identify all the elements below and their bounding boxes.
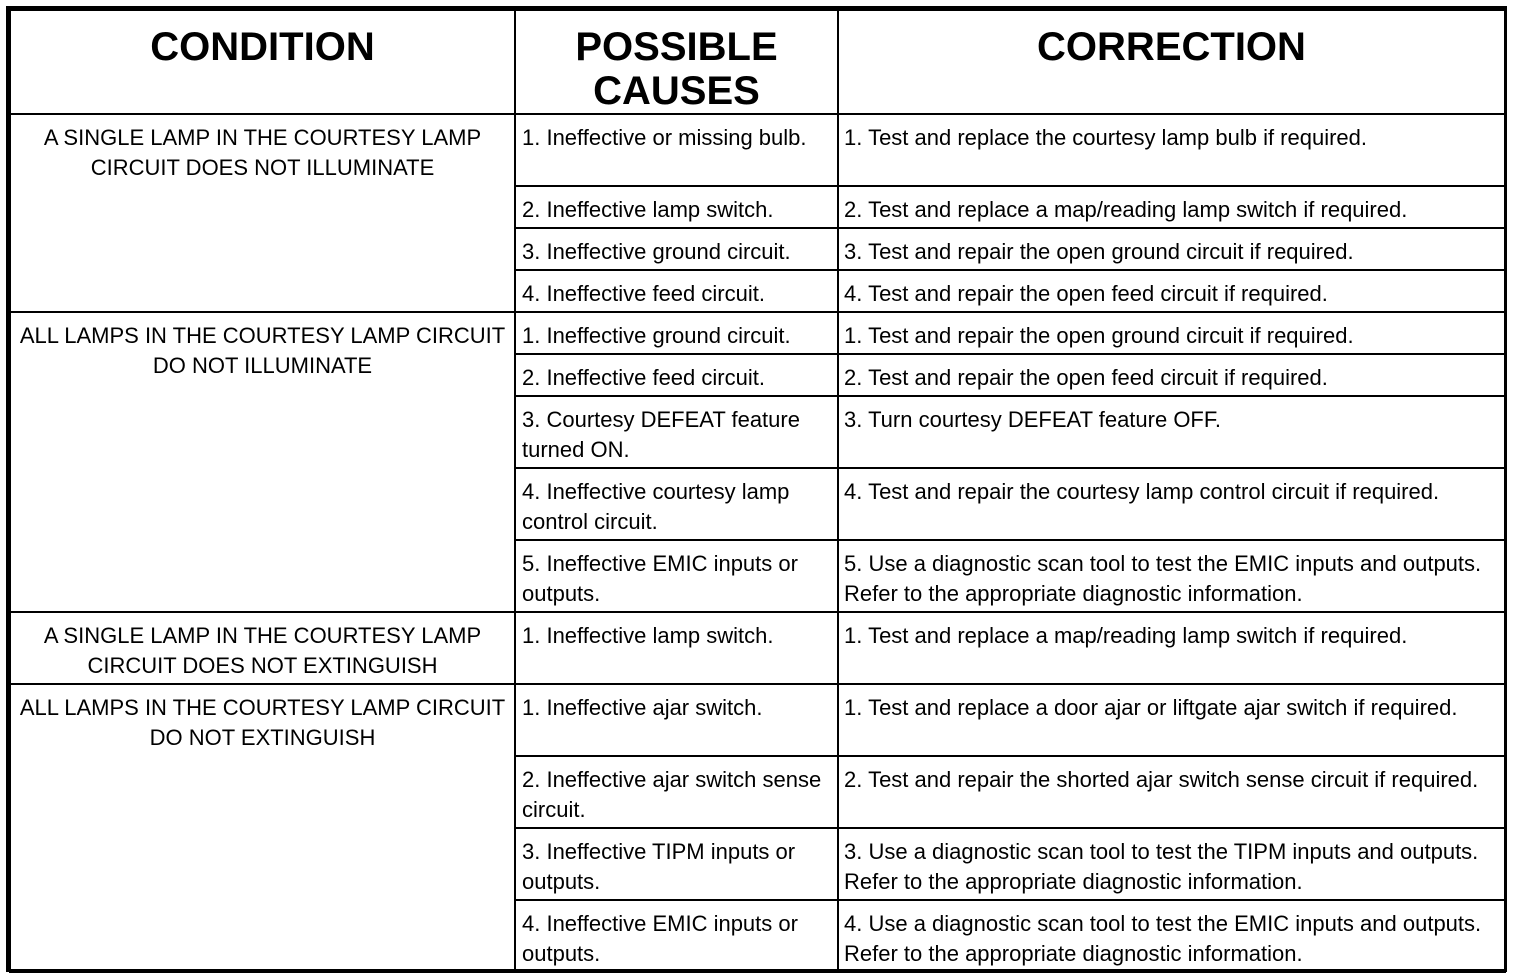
table-row bbox=[10, 612, 1505, 684]
correction-cell: 2. Test and repair the shorted ajar switch sense circuit if required. bbox=[838, 756, 1505, 828]
correction-cell: 1. Test and replace the courtesy lamp bulb if required. bbox=[838, 114, 1505, 186]
correction-cell: 3. Turn courtesy DEFEAT feature OFF. bbox=[838, 396, 1505, 468]
correction-cell: 3. Use a diagnostic scan tool to test the TIPM inputs and outputs. Refer to the appropriate diagnostic information. bbox=[838, 828, 1505, 900]
condition-cell: A SINGLE LAMP IN THE COURTESY LAMP CIRCUIT DOES NOT ILLUMINATE bbox=[10, 114, 515, 312]
cause-cell: 1. Ineffective or missing bulb. bbox=[515, 114, 838, 186]
cause-cell: 3. Ineffective TIPM inputs or outputs. bbox=[515, 828, 838, 900]
table-row bbox=[10, 312, 1505, 354]
table-row bbox=[10, 114, 1505, 186]
cause-cell: 5. Ineffective EMIC inputs or outputs. bbox=[515, 540, 838, 612]
correction-cell: 5. Use a diagnostic scan tool to test the EMIC inputs and outputs. Refer to the appropriate diagnostic information. bbox=[838, 540, 1505, 612]
cause-cell: 2. Ineffective feed circuit. bbox=[515, 354, 838, 396]
correction-cell: 1. Test and replace a map/reading lamp switch if required. bbox=[838, 612, 1505, 684]
cause-cell: 3. Courtesy DEFEAT feature turned ON. bbox=[515, 396, 838, 468]
correction-cell: 3. Test and repair the open ground circuit if required. bbox=[838, 228, 1505, 270]
correction-cell: 1. Test and replace a door ajar or liftgate ajar switch if required. bbox=[838, 684, 1505, 756]
cause-cell: 2. Ineffective ajar switch sense circuit. bbox=[515, 756, 838, 828]
correction-cell: 4. Use a diagnostic scan tool to test the EMIC inputs and outputs. Refer to the appropriate diagnostic information. bbox=[838, 900, 1505, 972]
cause-cell: 1. Ineffective ground circuit. bbox=[515, 312, 838, 354]
condition-cell: ALL LAMPS IN THE COURTESY LAMP CIRCUIT DO NOT ILLUMINATE bbox=[10, 312, 515, 612]
correction-cell: 4. Test and repair the courtesy lamp control circuit if required. bbox=[838, 468, 1505, 540]
correction-cell: 2. Test and repair the open feed circuit if required. bbox=[838, 354, 1505, 396]
header-possible-causes: POSSIBLE CAUSES bbox=[515, 10, 838, 114]
header-condition: CONDITION bbox=[10, 10, 515, 114]
condition-cell: A SINGLE LAMP IN THE COURTESY LAMP CIRCUIT DOES NOT EXTINGUISH bbox=[10, 612, 515, 684]
cause-cell: 2. Ineffective lamp switch. bbox=[515, 186, 838, 228]
table-row bbox=[10, 684, 1505, 756]
cause-cell: 1. Ineffective lamp switch. bbox=[515, 612, 838, 684]
cause-cell: 4. Ineffective courtesy lamp control circuit. bbox=[515, 468, 838, 540]
cause-cell: 3. Ineffective ground circuit. bbox=[515, 228, 838, 270]
diagnosis-table bbox=[9, 9, 1506, 973]
correction-cell: 1. Test and repair the open ground circuit if required. bbox=[838, 312, 1505, 354]
cause-cell: 4. Ineffective EMIC inputs or outputs. bbox=[515, 900, 838, 972]
header-row bbox=[10, 10, 1505, 114]
cause-cell: 4. Ineffective feed circuit. bbox=[515, 270, 838, 312]
diagnosis-table-frame bbox=[6, 6, 1507, 972]
correction-cell: 4. Test and repair the open feed circuit if required. bbox=[838, 270, 1505, 312]
condition-cell: ALL LAMPS IN THE COURTESY LAMP CIRCUIT DO NOT EXTINGUISH bbox=[10, 684, 515, 972]
cause-cell: 1. Ineffective ajar switch. bbox=[515, 684, 838, 756]
header-correction: CORRECTION bbox=[838, 10, 1505, 114]
correction-cell: 2. Test and replace a map/reading lamp switch if required. bbox=[838, 186, 1505, 228]
